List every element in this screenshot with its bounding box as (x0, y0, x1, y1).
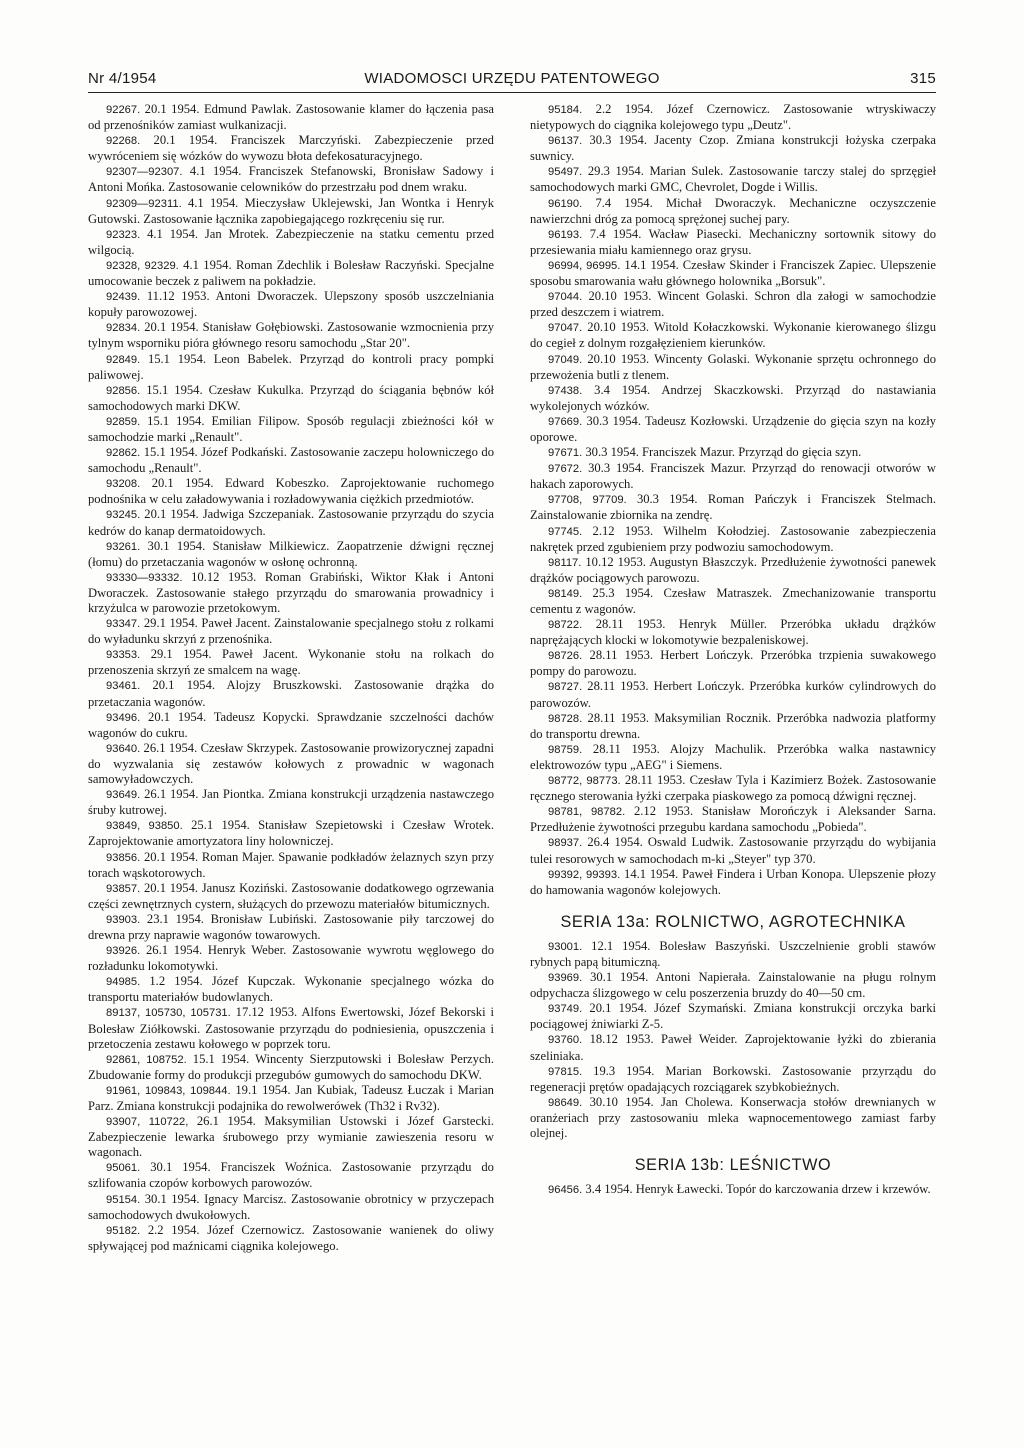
patent-entry (530, 679, 936, 710)
entry-number: 95182. (106, 1224, 141, 1237)
entry-text: 11.12 1953. Antoni Dworaczek. Ulepszony sposób uszczelniania kopuły parowozowej. (88, 289, 494, 320)
entry-number: 92849. (106, 353, 141, 366)
patent-entry (530, 196, 936, 227)
entry-number: 97044. (548, 291, 583, 304)
patent-entry (530, 1064, 936, 1095)
entry-number: 93903. (106, 913, 141, 926)
entry-number: 98727. (548, 681, 583, 694)
entry-text: 26.1 1954. Czesław Skrzypek. Zastosowanie prowizorycznej zapadni do wyzwalania się zestawów kołowych z prowadnic w wagonach samowyładowczych. (88, 740, 494, 787)
entry-number: 96190. (548, 197, 583, 210)
entry-number: 93001. (548, 940, 583, 953)
patent-entry (530, 586, 936, 617)
entry-number: 98649. (548, 1096, 583, 1109)
entry-number: 93926. (106, 945, 141, 958)
entry-number: 93907, 110722, (106, 1116, 189, 1129)
entry-number: 91961, 109843, 109844. (106, 1084, 231, 1097)
entry-number: 97671. (548, 447, 583, 460)
entry-number: 98759. (548, 743, 583, 756)
entry-text: 26.1 1954. Henryk Weber. Zastosowanie wywrotu węglowego do rozładunku lokomotywki. (88, 943, 494, 974)
entry-number: 96994, 96995. (548, 259, 621, 272)
entry-text: 20.1 1954. Franciszek Marczyński. Zabezpieczenie przed wywróceniem się wózków do wywozu błota defekosaturacyjnego. (88, 133, 494, 164)
patent-entry (530, 648, 936, 679)
entry-text: 28.11 1953. Maksymilian Rocznik. Przeróbka nadwozia platformy do transportu drewna. (530, 710, 936, 741)
entry-number: 98149. (548, 587, 583, 600)
patent-entry (88, 196, 494, 227)
entry-text: 30.1 1954. Ignacy Marcisz. Zastosowanie obrotnicy w przyczepach samochodowych dwukołowych. (88, 1191, 494, 1222)
entry-number: 93649. (106, 789, 141, 802)
patent-entry (88, 943, 494, 974)
entry-text: 4.1 1954. Mieczysław Uklejewski, Jan Wontka i Henryk Gutowski. Zastosowanie łącznika zapobiegającego rozkręceniu się rur. (88, 195, 494, 226)
entry-number: 97672. (548, 463, 583, 476)
entry-number: 95154. (106, 1193, 141, 1206)
entry-text: 30.3 1954. Jacenty Czop. Zmiana konstrukcji łożyska czerpaka suwnicy. (530, 133, 936, 164)
entry-number: 98781, 98782. (548, 806, 626, 819)
entry-number: 89137, 105730, 105731. (106, 1007, 231, 1020)
entry-text: 12.1 1954. Bolesław Baszyński. Uszczelnienie grobli stawów rybnych papą bitumiczną. (530, 938, 936, 969)
entry-number: 95497. (548, 166, 583, 179)
patent-entry (530, 773, 936, 804)
patent-entry (530, 711, 936, 742)
entry-number: 93640. (106, 742, 141, 755)
right-column (530, 102, 936, 1198)
entry-number: 93856. (106, 851, 141, 864)
entry-text: 2.2 1954. Józef Czernowicz. Zastosowanie wanienek do oliwy spływającej pod maźnicami ciągnika kolejowego. (88, 1222, 494, 1253)
entry-number: 92328, 92329. (106, 259, 179, 272)
entry-text: 19.1 1954. Jan Kubiak, Tadeusz Łuczak i Marian Parz. Zmiana konstrukcji podajnika do rewolwerówek (Th32 i Rv32). (88, 1082, 494, 1113)
section-13b-title: SERIA 13b: LEŚNICTWO (634, 1156, 832, 1175)
entry-text: 30.3 1954. Tadeusz Kozłowski. Urządzenie do gięcia szyn na kozły oporowe. (530, 413, 937, 444)
entry-number: 93969. (548, 972, 583, 985)
entry-number: 99392, 99393. (548, 868, 621, 881)
patent-entry (530, 102, 936, 133)
publication-title: WIADOMOSCI URZĘDU PATENTOWEGO (364, 70, 660, 87)
patent-entry (88, 570, 494, 616)
entry-text: 29.1 1954. Paweł Jacent. Wykonanie stołu na rolkach do przenoszenia skrzyń ze smalcem na wagę. (88, 647, 494, 678)
entry-number: 97815. (548, 1065, 583, 1078)
patent-entry (88, 850, 494, 881)
patent-entry (88, 1114, 494, 1160)
entry-text: 18.12 1953. Paweł Weider. Zaprojektowanie łyżki do zbierania szeliniaka. (530, 1032, 936, 1063)
patent-entry (530, 492, 936, 523)
patent-entry (88, 289, 494, 320)
entry-text: 1.2 1954. Józef Kupczak. Wykonanie specjalnego wózka do transportu materiałów budowlanych. (88, 974, 494, 1005)
entry-text: 20.10 1953. Wincent Golaski. Schron dla załogi w samochodzie przed deszczem i wiatrem. (530, 289, 936, 320)
entry-number: 92856. (106, 384, 141, 397)
entry-number: 97669. (548, 415, 583, 428)
patent-entry (88, 227, 494, 258)
entry-text: 26.1 1954. Maksymilian Ustowski i Józef Garstecki. Zabezpieczenie lewarka śrubowego przy wymianie zawieszenia resoru w wagonach. (88, 1114, 494, 1160)
patent-entry (88, 1005, 494, 1051)
section-13a-title: SERIA 13a: ROLNICTWO, AGROTECHNIKA (560, 912, 906, 931)
entry-number: 96137. (548, 135, 583, 148)
entry-number: 94985. (106, 976, 141, 989)
entry-text: 4.1 1954. Roman Zdechlik i Bolesław Raczyński. Specjalne umocowanie beczek z paliwem na pokładzie. (88, 257, 494, 289)
patent-entry (88, 787, 494, 818)
patent-entry (88, 164, 494, 195)
entry-text: 28.11 1953. Henryk Müller. Przeróbka układu drążków naprężających klocki w lokomotywie bezpaleniskowej. (530, 617, 936, 648)
entry-number: 97047. (548, 322, 583, 335)
entry-text: 15.1 1954. Leon Babelek. Przyrząd do kontroli pracy pompki paliwowej. (88, 351, 494, 382)
patent-entry (530, 383, 936, 414)
patent-entry (88, 710, 494, 741)
patent-entry (88, 818, 494, 849)
entry-number: 92267. (106, 104, 141, 116)
entry-text: 20.1 1954. Edmund Pawlak. Zastosowanie klamer do łączenia pasa od przenośników zamiast wulkanizacji. (88, 102, 494, 133)
patent-entry (88, 320, 494, 351)
entry-text: 20.1 1954. Edward Kobeszko. Zaprojektowanie ruchomego podnośnika w celu załadowywania i rozładowywania ciężkich przedmiotów. (88, 476, 494, 507)
entry-text: 28.11 1953. Herbert Lończyk. Przeróbka kurków cylindrowych do parowozów. (530, 679, 937, 710)
entry-text: 14.1 1954. Czesław Skinder i Franciszek Zapiec. Ulepszenie sposobu smarowania wału głównego holownika „Borsuk". (530, 257, 936, 289)
patent-entry (88, 741, 494, 787)
entry-text: 7.4 1954. Wacław Piasecki. Mechaniczny sortownik sitowy do przesiewania miału kamiennego oraz grysu. (530, 226, 936, 257)
entry-text: 30.1 1954. Stanisław Milkiewicz. Zaopatrzenie dźwigni ręcznej (łomu) do przetaczania wagonów w osłonę ochronną. (88, 538, 494, 569)
patent-entry (530, 867, 936, 898)
patent-entry (530, 1182, 936, 1198)
entry-text: 4.1 1954. Franciszek Stefanowski, Bronisław Sadowy i Antoni Mońka. Zastosowanie celowników do przestrzału pod dnem wraku. (88, 164, 494, 195)
entry-number: 93461. (106, 680, 141, 693)
patent-entry (88, 445, 494, 476)
entry-text: 15.1 1954. Wincenty Sierzputowski i Bolesław Perzych. Zbudowanie formy do produkcji przegubów gumowych do samochodu DKW. (88, 1051, 494, 1082)
entry-number: 97438. (548, 384, 583, 397)
entry-text: 15.1 1954. Emilian Filipow. Sposób regulacji zbieżności kół w samochodzie marki „Renault". (88, 413, 494, 444)
entry-text: 30.1 1954. Antoni Napierała. Zainstalowanie na pługu rolnym odpychacza ślizgowego w celu poszerzenia bruzdy do 40—50 cm. (530, 970, 936, 1001)
patent-entry (88, 102, 494, 133)
entry-text: 10.12 1953. Augustyn Błaszczyk. Przedłużenie żywotności panewek drążków pociągowych parowozu. (530, 554, 936, 585)
entry-number: 92307—92307. (106, 166, 183, 179)
entry-text: 20.1 1954. Jadwiga Szczepaniak. Zastosowanie przyrządu do szycia kedrów do kanap dermatoidowych. (88, 507, 494, 538)
patent-entry (530, 617, 936, 648)
section-13a-entries (530, 939, 936, 1141)
patent-entry (530, 227, 936, 258)
patent-entry (88, 1083, 494, 1114)
entry-text: 25.3 1954. Czesław Matraszek. Zmechanizowanie transportu cementu z wagonów. (530, 585, 936, 616)
entry-number: 93849, 93850. (106, 820, 183, 833)
patent-entry (88, 383, 494, 414)
patent-entry (530, 939, 936, 970)
page-number: 315 (910, 70, 936, 87)
entry-number: 92268. (106, 135, 141, 148)
entry-text: 28.11 1953. Alojzy Machulik. Przeróbka walka nastawnicy elektrowozów typu „AEG" i Siemens. (530, 741, 936, 772)
entry-number: 95061. (106, 1162, 141, 1175)
patent-entry (88, 881, 494, 912)
patent-entry (530, 835, 936, 866)
entry-text: 30.3 1954. Franciszek Mazur. Przyrząd do renowacji otworów w hakach zaporowych. (530, 461, 936, 492)
entry-number: 92309—92311. (106, 197, 182, 210)
patent-entry (88, 507, 494, 538)
entry-number: 92861, 108752. (106, 1053, 187, 1066)
entry-number: 95184. (548, 104, 583, 116)
entry-text: 2.12 1953. Wilhelm Kołodziej. Zastosowanie zabezpieczenia nakrętek przed zgubieniem przy podwoziu samochodowym. (530, 523, 936, 554)
patent-entry (88, 133, 494, 164)
patent-entry (530, 804, 936, 835)
entry-text: 17.12 1953. Alfons Ewertowski, Józef Bekorski i Bolesław Ziółkowski. Zastosowanie przyrządu do podniesienia, opuszczenia i przetoczenia zestawu kołowego w poprzek toru. (88, 1005, 494, 1051)
entry-text: 23.1 1954. Bronisław Lubiński. Zastosowanie piły tarczowej do drewna przy naprawie wagonów towarowych. (88, 911, 494, 942)
entry-text: 15.1 1954. Józef Podkański. Zastosowanie zaczepu holowniczego do samochodu „Renault". (88, 445, 494, 476)
patent-entry (530, 414, 936, 445)
patent-entry (88, 539, 494, 570)
entry-number: 98937. (548, 837, 583, 850)
entry-text: 3.4 1954. Henryk Ławecki. Topór do karczowania drzew i krzewów. (585, 1182, 931, 1197)
patent-entry (530, 461, 936, 492)
patent-entry (88, 258, 494, 289)
entry-text: 28.11 1953. Czesław Tyla i Kazimierz Bożek. Zastosowanie ręcznego sterowania łyżki czerpaka piaskowego za pomocą dźwigni ręcznej. (530, 773, 936, 804)
entry-text: 29.1 1954. Paweł Jacent. Zainstalowanie specjalnego stołu z rolkami do wyładunku skrzyń z przenośnika. (88, 616, 494, 647)
entry-number: 96193. (548, 228, 583, 241)
entry-number: 93245. (106, 509, 141, 522)
entry-text: 25.1 1954. Stanisław Szepietowski i Czesław Wrotek. Zaprojektowanie amortyzatora liny holowniczej. (88, 818, 494, 849)
entry-number: 98772, 98773. (548, 775, 621, 788)
entry-text: 4.1 1954. Jan Mrotek. Zabezpieczenie na statku cementu przed wilgocią. (88, 226, 494, 257)
patent-entry (530, 320, 936, 351)
entry-text: 20.1 1954. Józef Szymański. Zmiana konstrukcji orczyka barki pociągowej żniwiarki Z-5. (530, 1001, 936, 1032)
entry-text: 10.12 1953. Roman Grabiński, Wiktor Kłak i Antoni Dworaczek. Zastosowanie stałego przyrządu do smarowania prowadnicy i krzyżulca w parowozie przetokowym. (88, 569, 494, 615)
patent-entry (530, 1032, 936, 1063)
patent-entry (530, 445, 936, 461)
entry-text: 30.3 1954. Roman Pańczyk i Franciszek Stelmach. Zainstalowanie zbiornika na zendrę. (530, 492, 936, 523)
patent-entry (530, 289, 936, 320)
patent-entry (88, 616, 494, 647)
entry-number: 98722. (548, 619, 583, 632)
entry-text: 15.1 1954. Czesław Kukulka. Przyrząd do ściągania bębnów kół samochodowych marki DKW. (88, 382, 494, 413)
entry-number: 97708, 97709. (548, 494, 627, 507)
entry-text: 2.2 1954. Józef Czernowicz. Zastosowanie wtryskiwaczy nietypowych do ciągnika kolejowego typu „Deutz". (530, 102, 936, 133)
patent-entry (530, 555, 936, 586)
patent-entry (88, 974, 494, 1005)
entry-text: 28.11 1953. Herbert Lończyk. Przeróbka trzpienia suwakowego pompy do parowozu. (530, 648, 936, 679)
entry-text: 20.1 1954. Stanisław Gołębiowski. Zastosowanie wzmocnienia przy tylnym wsporniku pióra głównego resoru samochodu „Star 20". (88, 320, 495, 351)
patent-entry (88, 1192, 494, 1223)
entry-number: 93749. (548, 1003, 583, 1016)
entry-number: 98728. (548, 712, 583, 725)
patent-entry (530, 1001, 936, 1032)
entry-text: 20.1 1954. Tadeusz Kopycki. Sprawdzanie szczelności dachów wagonów do cukru. (88, 709, 495, 740)
entry-number: 93330—93332. (106, 571, 183, 584)
patent-entry (530, 742, 936, 773)
patent-entry (88, 1223, 494, 1254)
entry-number: 92834. (106, 322, 141, 335)
patent-entry (530, 258, 936, 289)
left-column (88, 102, 494, 1254)
entry-number: 93857. (106, 882, 141, 895)
entry-text: 14.1 1954. Paweł Findera i Urban Konopa. Ulepszenie płozy do hamowania wagonów kolejowych. (530, 866, 936, 897)
entry-number: 93353. (106, 649, 141, 662)
patent-entry (530, 352, 936, 383)
entry-text: 30.1 1954. Franciszek Woźnica. Zastosowanie przyrządu do szlifowania czopów korbowych parowozów. (88, 1160, 494, 1191)
entry-number: 93347. (106, 618, 141, 631)
entry-number: 93496. (106, 711, 141, 724)
patent-entry (88, 678, 494, 709)
entry-text: 20.1 1954. Janusz Koziński. Zastosowanie dodatkowego ogrzewania części zewnętrznych cystern, służących do przewozu materiałów bitumicznych. (88, 880, 494, 911)
entry-text: 26.1 1954. Jan Piontka. Zmiana konstrukcji urządzenia nastawczego śruby kutrowej. (88, 787, 494, 818)
entry-number: 97049. (548, 353, 583, 366)
entry-text: 20.1 1954. Alojzy Bruszkowski. Zastosowanie drążka do przetaczania wagonów. (88, 678, 494, 709)
patent-entry (88, 1052, 494, 1083)
entry-text: 20.1 1954. Roman Majer. Spawanie podkładów żelaznych szyn przy torach wąskotorowych. (88, 849, 494, 880)
entry-number: 96456. (548, 1184, 583, 1197)
entry-text: 7.4 1954. Michał Dworaczyk. Mechaniczne oczyszczenie nawierzchni dróg za pomocą sprężonej suchej pary. (530, 195, 936, 226)
entry-number: 98726. (548, 650, 583, 663)
patent-entry (88, 912, 494, 943)
patent-entry (88, 1160, 494, 1191)
entry-text: 26.4 1954. Oswald Ludwik. Zastosowanie przyrządu do wybijania tulei resorowych w samochodach m-ki „Steyer" typ 370. (530, 835, 936, 866)
patent-entry (530, 970, 936, 1001)
entry-text: 20.10 1953. Wincenty Golaski. Wykonanie sprzętu ochronnego do przewożenia butli z tlenem. (530, 351, 936, 382)
patent-entry (88, 647, 494, 678)
entry-number: 93261. (106, 540, 141, 553)
entry-number: 93760. (548, 1034, 583, 1047)
patent-entry (88, 414, 494, 445)
entry-number: 92323. (106, 228, 141, 241)
patent-entry (530, 1095, 936, 1141)
entry-number: 98117. (548, 556, 582, 569)
entry-number: 97745. (548, 525, 583, 538)
patent-entry (88, 352, 494, 383)
entry-text: 29.3 1954. Marian Sulek. Zastosowanie tarczy stalej do sprzęgieł samochodowych marki GMC, Chevrolet, Dogde i Willis. (530, 164, 936, 195)
entry-number: 92862. (106, 447, 141, 460)
header-rule (88, 92, 936, 93)
entry-text: 3.4 1954. Andrzej Skaczkowski. Przyrząd do nastawiania wykolejonych wózków. (530, 382, 936, 413)
entry-text: 2.12 1953. Stanisław Morończyk i Aleksander Sarna. Przedłużenie żywotności przegubu kardana samochodu „Pobieda". (530, 804, 936, 835)
page-header (88, 70, 936, 92)
entry-number: 92859. (106, 415, 141, 428)
entry-text: 30.3 1954. Franciszek Mazur. Przyrząd do gięcia szyn. (585, 445, 862, 460)
patent-entry (530, 133, 936, 164)
entry-number: 92439. (106, 291, 141, 304)
right-entries (530, 102, 936, 898)
patent-entry (530, 164, 936, 195)
entry-number: 93208. (106, 478, 141, 491)
section-13b-entries (530, 1182, 936, 1198)
entry-text: 30.10 1954. Jan Cholewa. Konserwacja stołów drewnianych w oranżeriach przy zastosowaniu mleka wapnocementowego zamiast farby olejnej. (530, 1094, 936, 1140)
issue-number: Nr 4/1954 (88, 70, 157, 87)
entry-text: 19.3 1954. Marian Borkowski. Zastosowanie przyrządu do regeneracji prętów opadających rozciągarek szybkobieżnych. (530, 1063, 936, 1094)
entry-text: 20.10 1953. Witold Kołaczkowski. Wykonanie kierowanego ślizgu do cegieł z dolnym rozgałęzieniem kierunków. (530, 320, 936, 351)
patent-entry (88, 476, 494, 507)
patent-entry (530, 524, 936, 555)
